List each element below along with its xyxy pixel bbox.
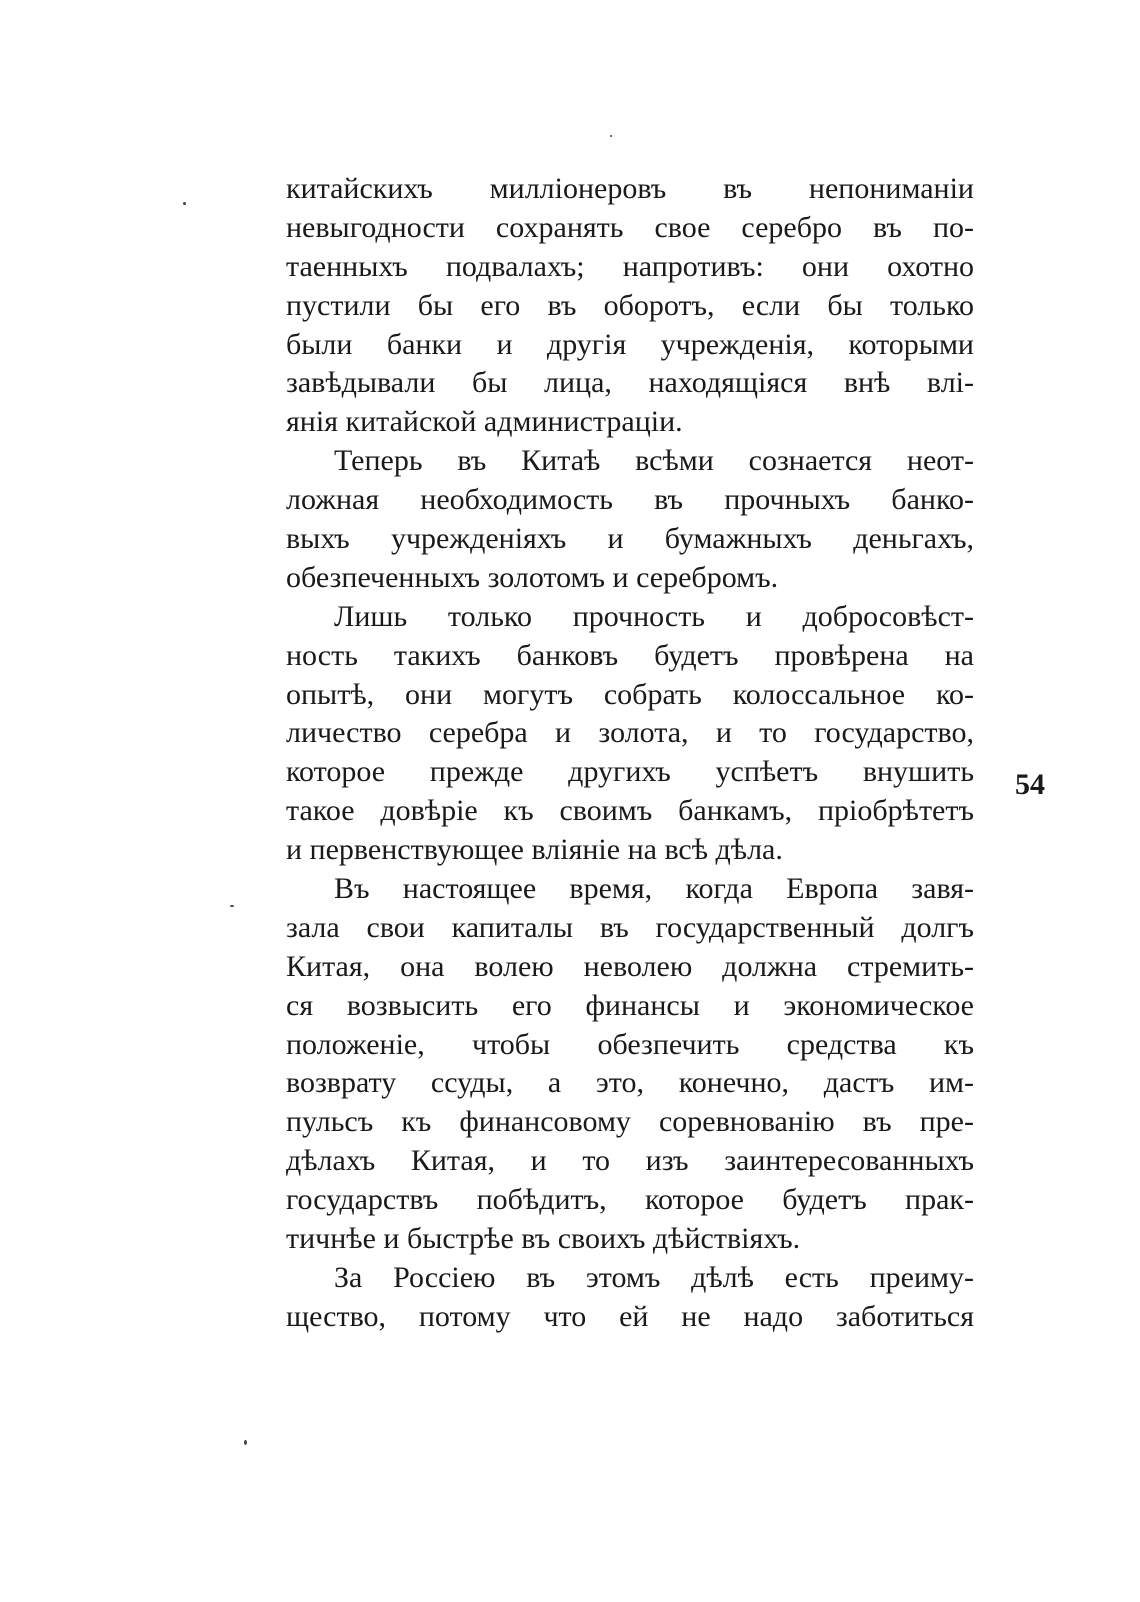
text-line: Въ настоящее время, когда Европа завя-	[334, 872, 974, 906]
text-line: и первенствующее влiянiе на всѣ дѣла.	[286, 833, 783, 867]
text-line: таенныхъ подвалахъ; напротивъ: они охотно	[286, 249, 974, 283]
text-line: невыгодности сохранять свое серебро въ по-	[286, 210, 974, 244]
text-line: щество, потому что ей не надо заботиться	[286, 1299, 974, 1333]
text-line: опытѣ, они могутъ собрать колоссальное ко-	[286, 677, 974, 711]
text-line: обезпеченныхъ золотомъ и серебромъ.	[286, 560, 779, 594]
text-line: дѣлахъ Китая, и то изъ заинтересованныхъ	[286, 1144, 974, 1178]
text-line: выхъ учрежденiяхъ и бумажныхъ деньгахъ,	[286, 522, 974, 556]
text-line: пустили бы его въ оборотъ, если бы только	[286, 288, 974, 322]
text-line: ся возвысить его финансы и экономическое	[286, 988, 974, 1022]
text-line: За Россiею въ этомъ дѣлѣ есть преиму-	[334, 1260, 974, 1294]
text-line: были банки и другiя учрежденiя, которыми	[286, 327, 974, 361]
text-line: возврату ссуды, а это, конечно, дастъ им-	[286, 1066, 974, 1100]
scan-speck	[610, 135, 612, 137]
text-line: ложная необходимость въ прочныхъ банко-	[286, 483, 974, 517]
text-line: положенiе, чтобы обезпечить средства къ	[286, 1027, 974, 1061]
scan-speck	[244, 1440, 247, 1445]
text-line: ность такихъ банковъ будетъ провѣрена на	[286, 638, 974, 672]
page-number: 54	[1015, 768, 1045, 801]
text-line: китайскихъ миллiонеровъ въ непониманiи	[286, 172, 974, 205]
text-line: государствъ побѣдитъ, которое будетъ прак-	[286, 1183, 974, 1217]
scan-speck	[183, 202, 186, 205]
text-line: которое прежде другихъ успѣетъ внушить	[286, 755, 974, 789]
text-line: зала свои капиталы въ государственный долгъ	[286, 910, 974, 944]
text-line: пульсъ къ финансовому соревнованiю въ пре-	[286, 1105, 974, 1139]
body-text	[286, 170, 974, 1337]
text-line: завѣдывали бы лица, находящiяся внѣ влi-	[286, 366, 974, 400]
scan-speck	[230, 905, 234, 907]
text-line: янiя китайской администрацiи.	[286, 405, 683, 439]
text-line: Теперь въ Китаѣ всѣми сознается неот-	[334, 444, 974, 478]
text-line: такое довѣрiе къ своимъ банкамъ, прiобрѣтетъ	[286, 794, 974, 828]
text-line: Китая, она волею неволею должна стремить-	[286, 949, 974, 983]
text-line: тичнѣе и быстрѣе въ своихъ дѣйствiяхъ.	[286, 1222, 801, 1256]
text-line: личество серебра и золота, и то государство,	[286, 716, 974, 750]
text-line: Лишь только прочность и добросовѣст-	[334, 599, 974, 633]
